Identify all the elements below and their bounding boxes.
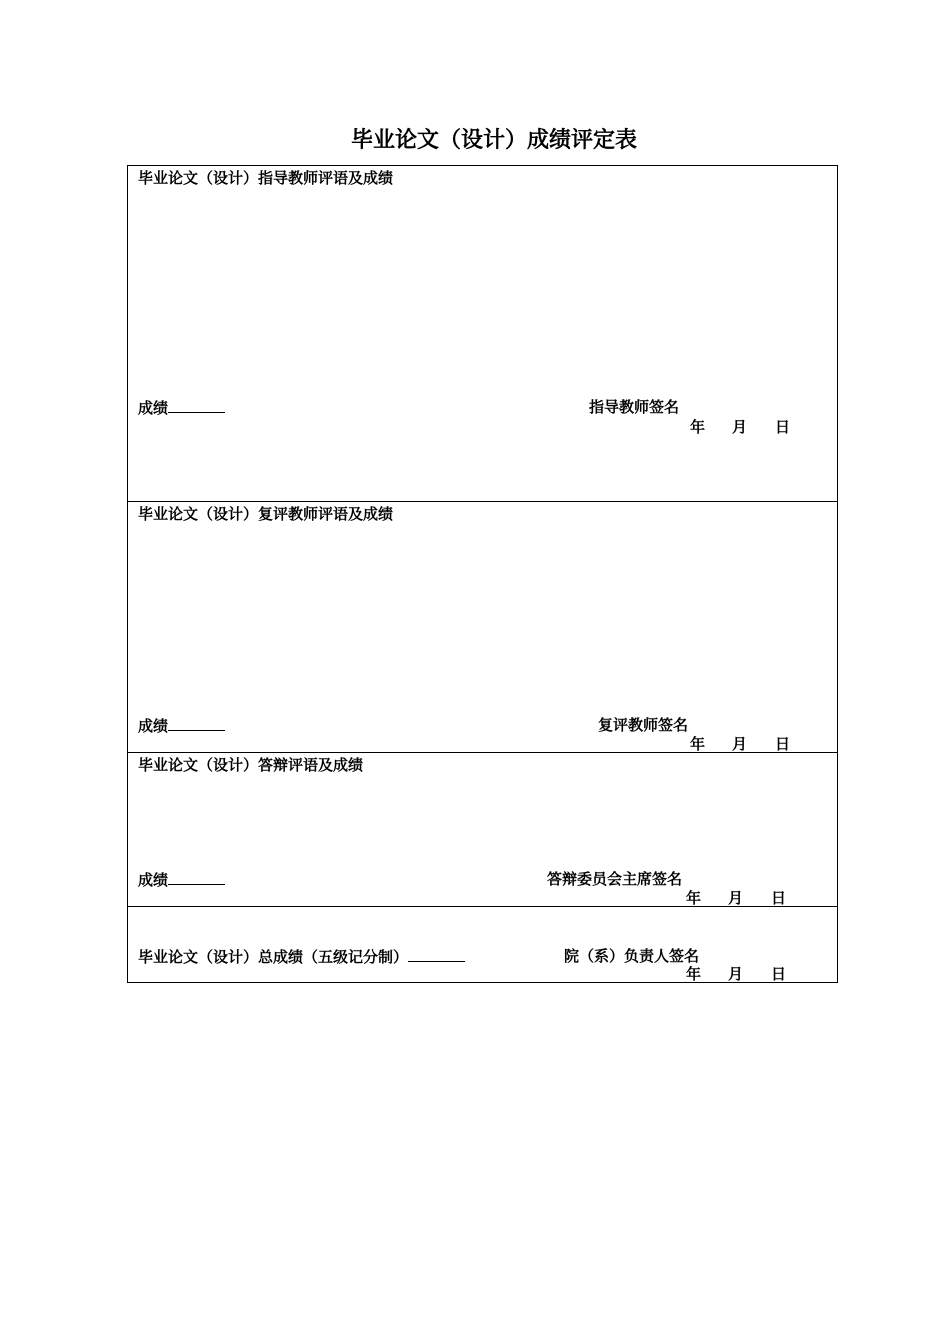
reviewer-section-heading: 毕业论文（设计）复评教师评语及成绩 <box>138 505 394 523</box>
defense-section-heading: 毕业论文（设计）答辩评语及成绩 <box>138 756 364 774</box>
total-grade-row <box>138 947 465 966</box>
reviewer-date-year: 年 <box>690 735 706 753</box>
reviewer-grade-label: 成绩 <box>138 717 169 735</box>
reviewer-date-month: 月 <box>732 735 748 753</box>
advisor-section <box>128 166 837 502</box>
advisor-date-month: 月 <box>732 418 748 436</box>
defense-date-year: 年 <box>686 889 702 907</box>
advisor-signature-label: 指导教师签名 <box>589 398 680 416</box>
total-date-day: 日 <box>771 965 787 983</box>
reviewer-grade-field[interactable] <box>168 716 225 731</box>
advisor-grade-row <box>138 398 225 417</box>
page-title: 毕业论文（设计）成绩评定表 <box>350 128 637 153</box>
total-section <box>128 907 837 983</box>
defense-grade-field[interactable] <box>168 870 225 885</box>
defense-section <box>128 753 837 907</box>
defense-date-day: 日 <box>771 889 787 907</box>
defense-date-month: 月 <box>728 889 744 907</box>
defense-grade-label: 成绩 <box>138 871 169 889</box>
total-signature-label: 院（系）负责人签名 <box>564 947 700 965</box>
total-grade-field[interactable] <box>408 947 465 962</box>
total-date-year: 年 <box>686 965 702 983</box>
grade-form-table <box>127 165 838 983</box>
advisor-date-day: 日 <box>775 418 791 436</box>
defense-signature-label: 答辩委员会主席签名 <box>547 870 683 888</box>
advisor-section-heading: 毕业论文（设计）指导教师评语及成绩 <box>138 169 394 187</box>
reviewer-date-day: 日 <box>775 735 791 753</box>
advisor-grade-label: 成绩 <box>138 399 169 417</box>
total-date-month: 月 <box>728 965 744 983</box>
reviewer-grade-row <box>138 716 225 735</box>
total-grade-label: 毕业论文（设计）总成绩（五级记分制） <box>138 948 409 966</box>
defense-grade-row <box>138 870 225 889</box>
advisor-date-year: 年 <box>690 418 706 436</box>
reviewer-signature-label: 复评教师签名 <box>598 716 689 734</box>
advisor-grade-field[interactable] <box>168 398 225 413</box>
reviewer-section <box>128 502 837 753</box>
